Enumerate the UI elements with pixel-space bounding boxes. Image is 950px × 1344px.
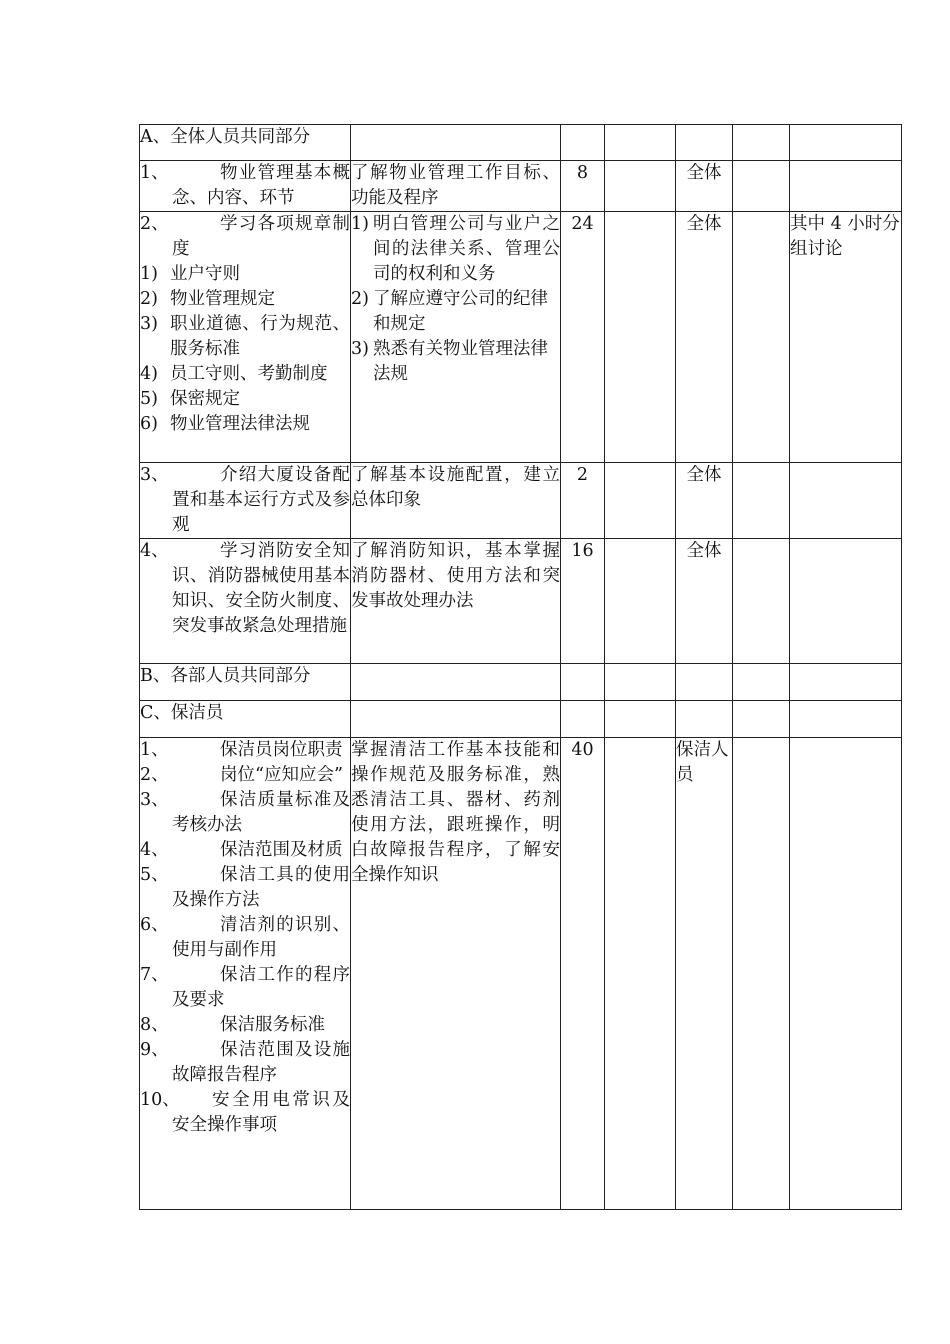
topic-cell <box>140 212 351 463</box>
training-plan-table <box>139 124 902 1210</box>
section-b-title: B、各部人员共同部分 <box>140 664 351 701</box>
remark-cell <box>790 738 902 1210</box>
topic-cell <box>140 539 351 664</box>
audience-cell: 全体 <box>676 161 733 212</box>
table-row <box>140 738 902 1210</box>
section-a-title: A、全体人员共同部分 <box>140 125 351 161</box>
table-row <box>140 212 902 463</box>
topic-text: 学习消防安全知识、消防器械使用基本知识、安全防火制度、突发事故紧急处理措施 <box>172 541 350 636</box>
list-item: 2) 物业管理规定 <box>140 289 275 309</box>
table-row <box>140 161 902 212</box>
topic-text: 介绍大厦设备配置和基本运行方式及参观 <box>172 465 350 535</box>
hours-cell: 2 <box>561 463 605 539</box>
hours-cell: 8 <box>561 161 605 212</box>
goal-cell: 了解基本设施配置，建立总体印象 <box>351 463 561 539</box>
topic-cell <box>140 463 351 539</box>
hours-cell: 16 <box>561 539 605 664</box>
list-item: 6) 物业管理法律法规 <box>140 414 310 434</box>
topic-cell <box>140 161 351 212</box>
audience-cell: 全体 <box>676 463 733 539</box>
list-item: 4) 员工守则、考勤制度 <box>140 364 328 384</box>
topic-index: 1、 <box>140 163 169 183</box>
list-item: 3) 熟悉有关物业管理法律法规 <box>351 339 548 384</box>
goal-cell <box>351 212 561 463</box>
table-row <box>140 539 902 664</box>
topic-index: 2、 <box>140 214 169 234</box>
list-item: 1) 明白管理公司与业户之间的法律关系、管理公司的权利和义务 <box>351 214 560 284</box>
table-row <box>140 463 902 539</box>
remark-cell <box>790 539 902 664</box>
goal-cell: 掌握清洁工作基本技能和操作规范及服务标准，熟悉清洁工具、器材、药剂使用方法，跟班操作，明白故障报告程序，了解安全操作知识 <box>351 738 561 1210</box>
remark-cell <box>790 463 902 539</box>
section-c-title: C、保洁员 <box>140 701 351 738</box>
goal-cell: 了解消防知识，基本掌握消防器材、使用方法和突发事故处理办法 <box>351 539 561 664</box>
list-item: 1) 业户守则 <box>140 264 240 284</box>
topic-text: 物业管理基本概念、内容、环节 <box>172 163 350 208</box>
list-item: 3) 职业道德、行为规范、服务标准 <box>140 314 350 359</box>
topic-cell: 1、 保洁员岗位职责 2、 岗位“应知应会” 3、 保洁质量标准及考核办法 4、 保洁范围及材质 5、 保洁工具的使用及操作方法 6、 清洁剂的识别、使用与副作用 7、 保洁工作的程序及要求 8、 保洁服务标准 9、 保洁范围及设施故障报告程序 10、 安全用电常识及安全操作事项 <box>140 738 351 1210</box>
audience-cell: 保洁人员 <box>676 738 733 1210</box>
remark-cell: 其中 4 小时分组讨论 <box>790 212 902 463</box>
list-item: 5) 保密规定 <box>140 389 240 409</box>
topic-text: 学习各项规章制度 <box>172 214 350 259</box>
audience-cell: 全体 <box>676 212 733 463</box>
topic-index: 4、 <box>140 541 169 561</box>
list-item: 2) 了解应遵守公司的纪律和规定 <box>351 289 548 334</box>
hours-cell: 40 <box>561 738 605 1210</box>
audience-cell: 全体 <box>676 539 733 664</box>
section-a-row <box>140 125 902 161</box>
hours-cell: 24 <box>561 212 605 463</box>
section-c-row <box>140 701 902 738</box>
section-b-row <box>140 664 902 701</box>
remark-cell <box>790 161 902 212</box>
topic-index: 3、 <box>140 465 169 485</box>
goal-cell: 了解物业管理工作目标、功能及程序 <box>351 161 561 212</box>
